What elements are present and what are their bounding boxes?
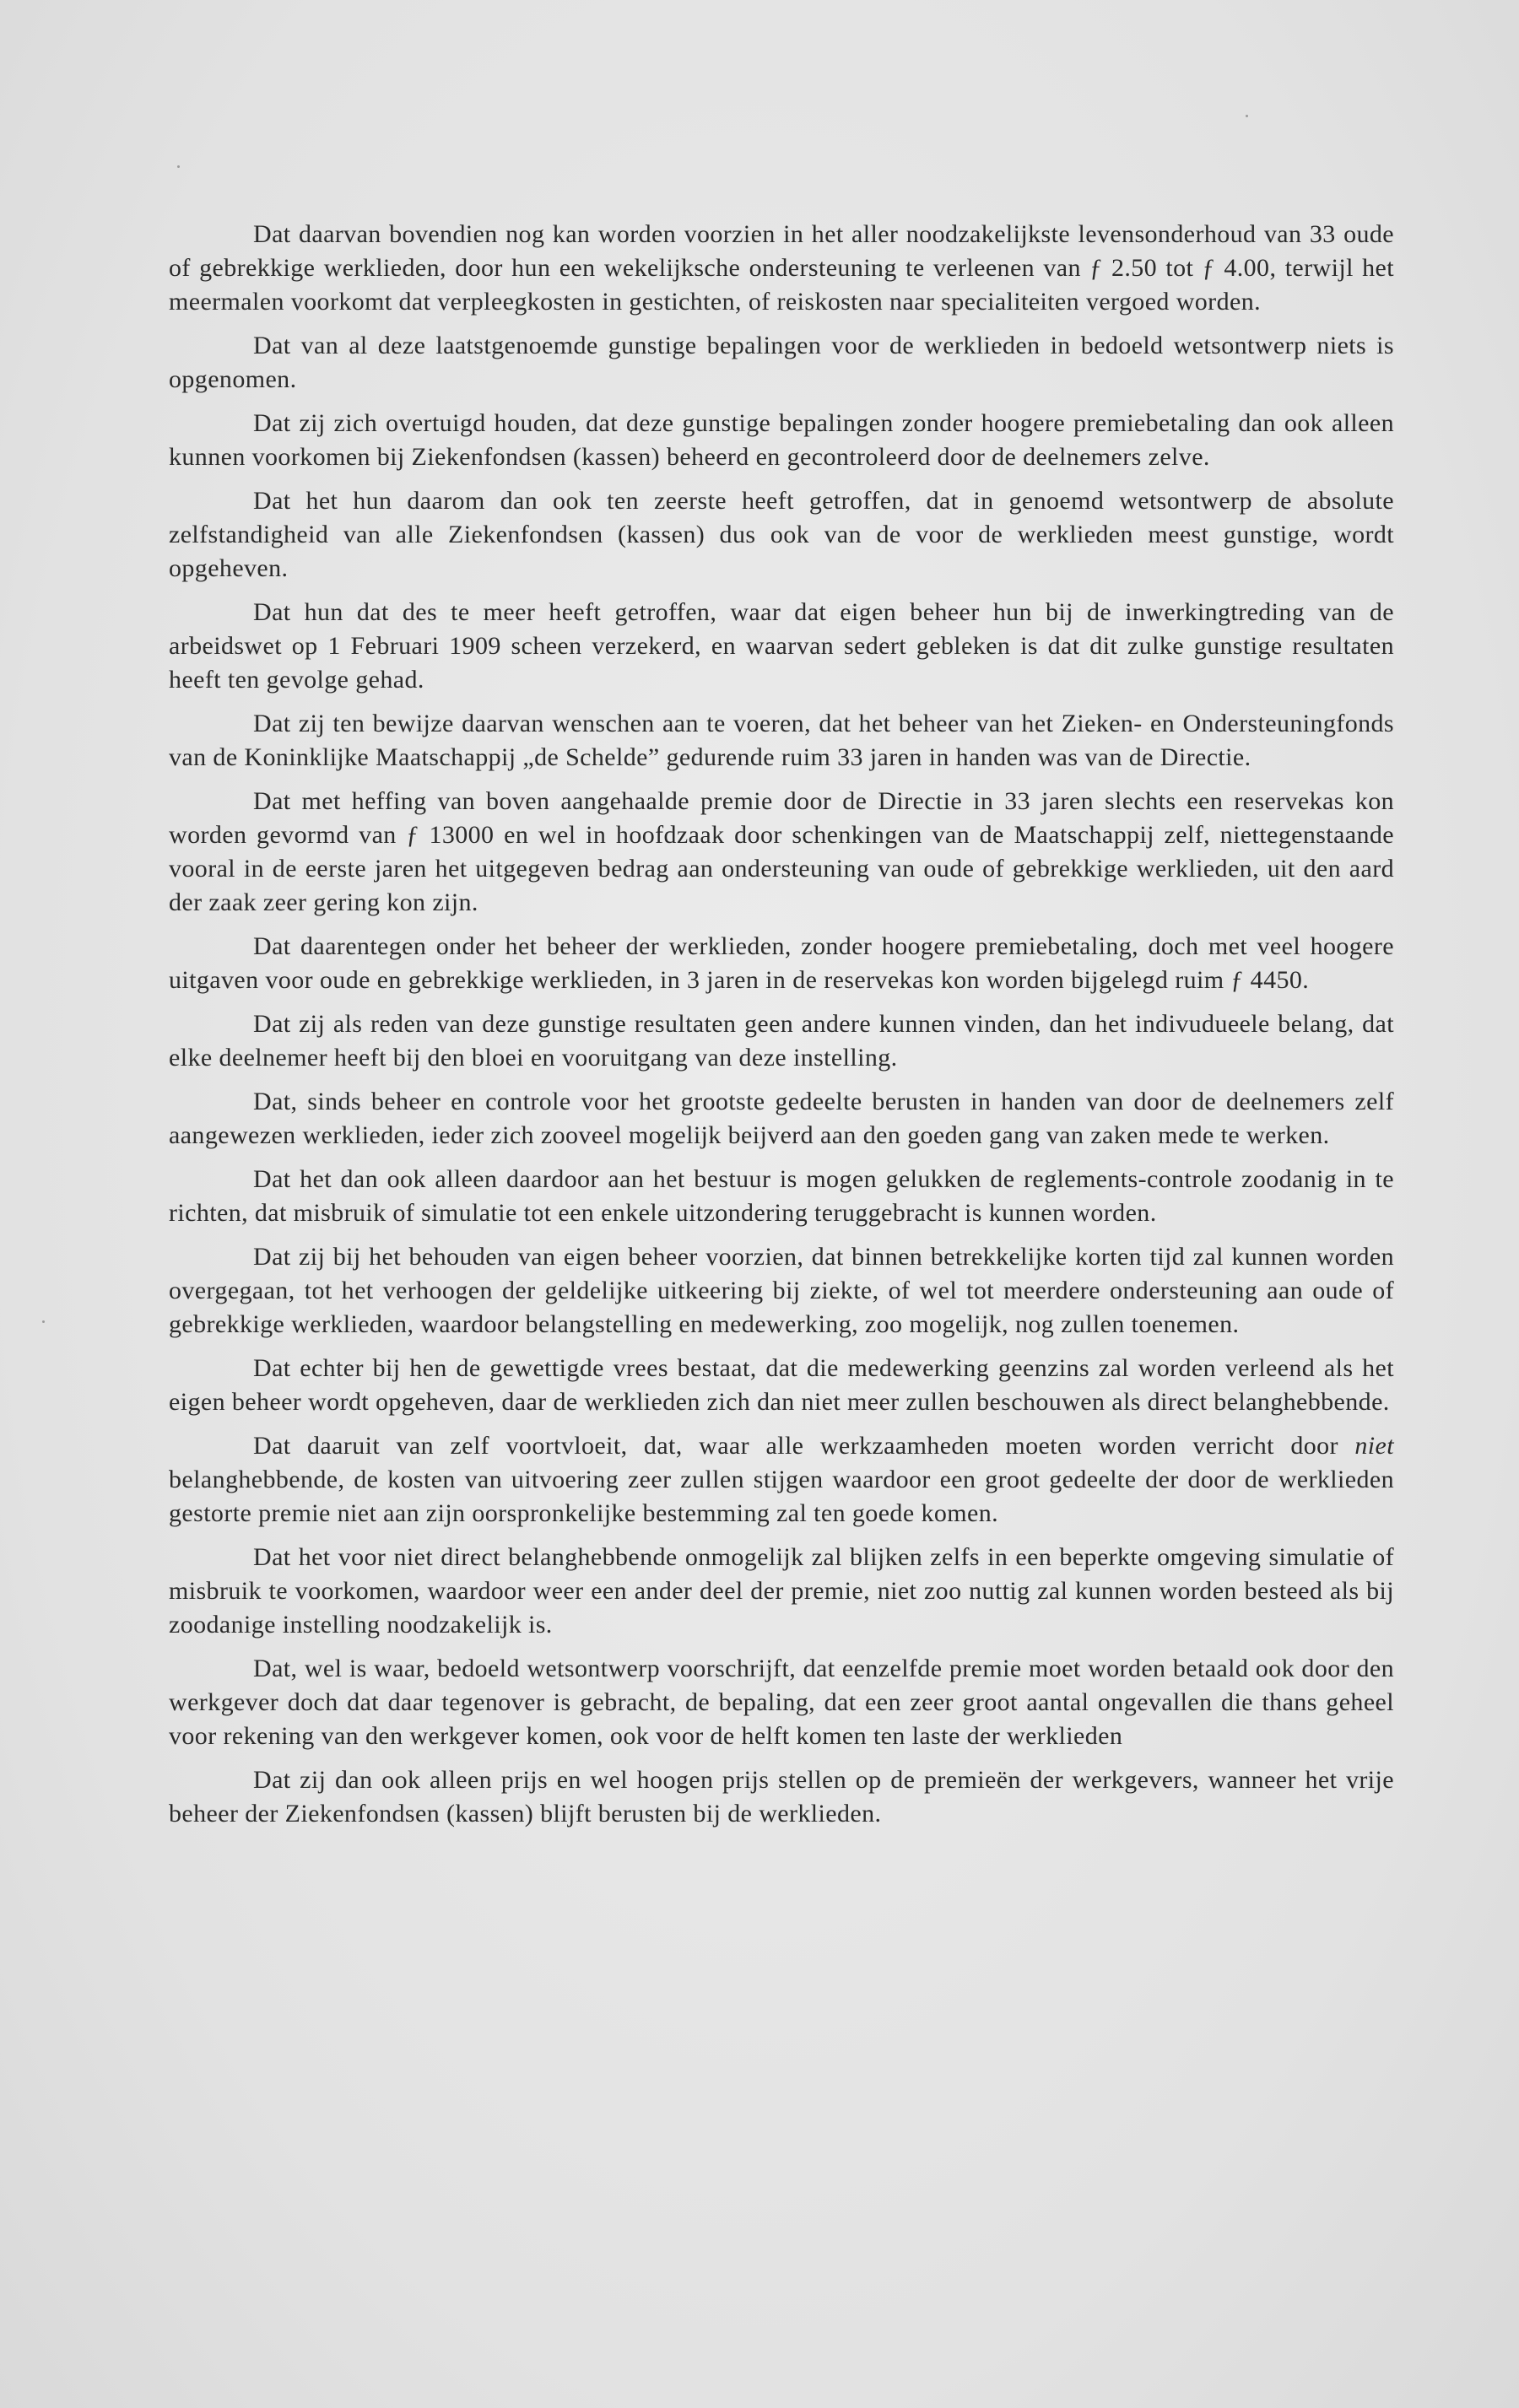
paragraph: Dat hun dat des te meer heeft getroffen, waar dat eigen beheer hun bij de inwerkingtreding van de arbeidswet op 1 Februari 1909 scheen verzekerd, en waarvan sedert gebleken is dat dit zulke gunstige resultaten heeft ten gevolge gehad. xyxy=(169,598,1394,694)
paper-speck xyxy=(177,165,180,168)
paragraph: Dat, sinds beheer en controle voor het grootste gedeelte berusten in handen van door de deelnemers zelf aangewezen werklieden, ieder zich zooveel mogelijk beijverd aan den goeden gang van zaken mede te werken. xyxy=(169,1088,1394,1149)
letter-body xyxy=(169,218,1394,1841)
paragraph: Dat zij als reden van deze gunstige resultaten geen andere kunnen vinden, dan het indivudueele belang, dat elke deelnemer heeft bij den bloei en vooruitgang van deze instelling. xyxy=(169,1010,1394,1072)
paragraph: Dat het dan ook alleen daardoor aan het bestuur is mogen gelukken de reglements-controle zoodanig in te richten, dat misbruik of simulatie tot een enkele uitzondering teruggebracht is kunnen worden. xyxy=(169,1165,1394,1227)
paper-speck xyxy=(42,1320,45,1323)
paragraph: Dat met heffing van boven aangehaalde premie door de Directie in 33 jaren slechts een reservekas kon worden gevormd van ƒ 13000 en wel in hoofdzaak door schenkingen van de Maatschappij zelf, niettegenstaande vooral in de eerste jaren het uitgegeven bedrag aan ondersteuning van oude of gebrekkige werklieden, uit den aard der zaak zeer gering kon zijn. xyxy=(169,787,1394,916)
paragraph: Dat zij ten bewijze daarvan wenschen aan te voeren, dat het beheer van het Zieken- en Ondersteuningfonds van de Koninklijke Maatschappij „de Schelde” gedurende ruim 33 jaren in handen was van de Directie. xyxy=(169,710,1394,771)
paragraph: Dat zij zich overtuigd houden, dat deze gunstige bepalingen zonder hoogere premiebetaling dan ook alleen kunnen voorkomen bij Ziekenfondsen (kassen) beheerd en gecontroleerd door de deelnemers zelve. xyxy=(169,409,1394,471)
paragraph: Dat van al deze laatstgenoemde gunstige bepalingen voor de werklieden in bedoeld wetsontwerp niets is opgenomen. xyxy=(169,332,1394,393)
paragraph: Dat echter bij hen de gewettigde vrees bestaat, dat die medewerking geenzins zal worden verleend als het eigen beheer wordt opgeheven, daar de werklieden zich dan niet meer zullen beschouwen als direct belanghebbende. xyxy=(169,1354,1394,1416)
paragraph: Dat zij dan ook alleen prijs en wel hoogen prijs stellen op de premieën der werkgevers, wanneer het vrije beheer der Ziekenfondsen (kassen) blijft berusten bij de werklieden. xyxy=(169,1766,1394,1828)
paragraph: Dat daarvan bovendien nog kan worden voorzien in het aller noodzakelijkste levensonderhoud van 33 oude of gebrekkige werklieden, door hun een wekelijksche ondersteuning te verleenen van ƒ 2.50 tot ƒ 4.00, terwijl het meermalen voorkomt dat verpleegkosten in gestichten, of reiskosten naar specialiteiten vergoed worden. xyxy=(169,220,1394,316)
emphasis-word: niet xyxy=(1354,1432,1394,1460)
paragraph-text: belanghebbende, de kosten van uitvoering zeer zullen stijgen waardoor een groot gedeelte der door de werklieden gestorte premie niet aan zijn oorspronkelijke bestemming zal ten goede komen. xyxy=(169,1466,1394,1527)
paragraph: Dat het voor niet direct belanghebbende onmogelijk zal blijken zelfs in een beperkte omgeving simulatie of misbruik te voorkomen, waardoor weer een ander deel der premie, niet zoo nuttig zal kunnen worden besteed als bij zoodanige instelling noodzakelijk is. xyxy=(169,1543,1394,1639)
paper-speck xyxy=(1246,115,1248,117)
paragraph: Dat, wel is waar, bedoeld wetsontwerp voorschrijft, dat eenzelfde premie moet worden betaald ook door den werkgever doch dat daar tegenover is gebracht, de bepaling, dat een zeer groot aantal ongevallen die thans geheel voor rekening van den werkgever komen, ook voor de helft komen ten laste der werklieden xyxy=(169,1655,1394,1750)
paragraph: Dat daarentegen onder het beheer der werklieden, zonder hoogere premiebetaling, doch met veel hoogere uitgaven voor oude en gebrekkige werklieden, in 3 jaren in de reservekas kon worden bijgelegd ruim ƒ 4450. xyxy=(169,932,1394,994)
paragraph: Dat het hun daarom dan ook ten zeerste heeft getroffen, dat in genoemd wetsontwerp de absolute zelfstandigheid van alle Ziekenfondsen (kassen) dus ook van de voor de werklieden meest gunstige, wordt opgeheven. xyxy=(169,487,1394,582)
paragraph-with-emphasis xyxy=(169,1429,1394,1531)
paragraph-text: Dat daaruit van zelf voortvloeit, dat, waar alle werkzaamheden moeten worden verricht door xyxy=(253,1432,1355,1460)
paragraph: Dat zij bij het behouden van eigen beheer voorzien, dat binnen betrekkelijke korten tijd zal kunnen worden overgegaan, tot het verhoogen der geldelijke uitkeering bij ziekte, of wel tot meerdere ondersteuning aan oude of gebrekkige werklieden, waardoor belangstelling en medewerking, zoo mogelijk, nog zullen toenemen. xyxy=(169,1243,1394,1338)
